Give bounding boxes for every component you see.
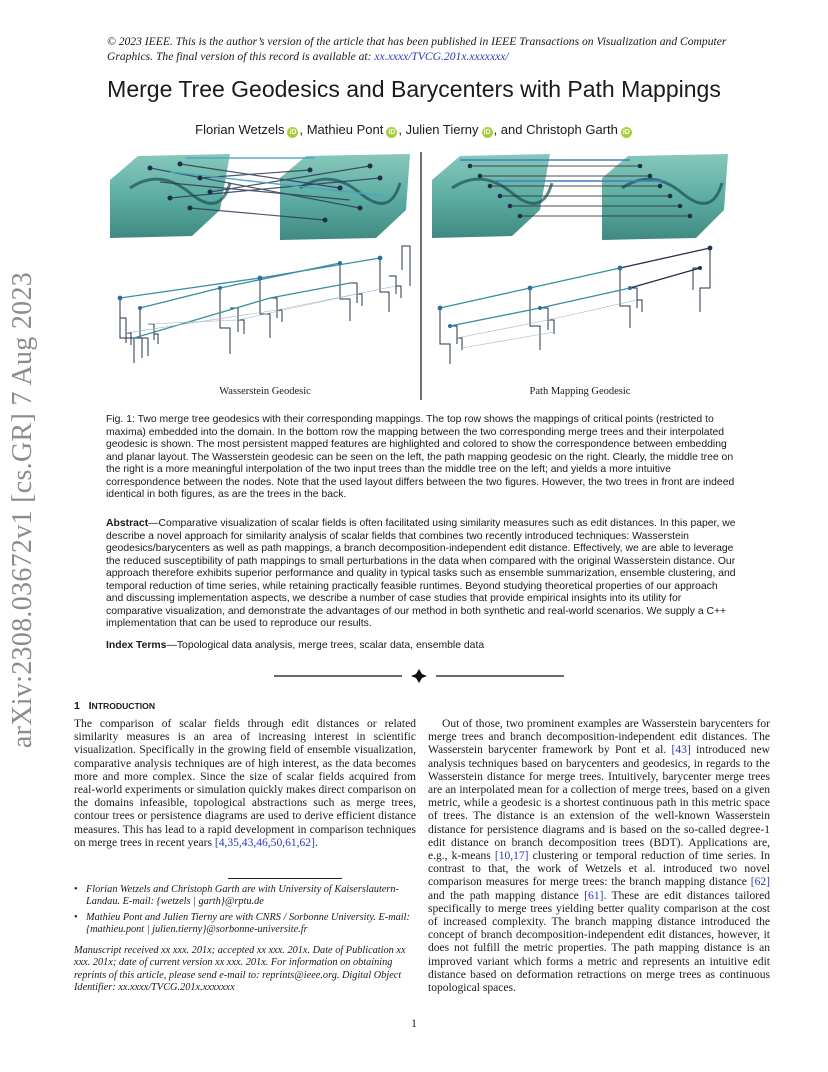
author-name: Julien Tierny — [405, 122, 479, 137]
orcid-icon[interactable]: iD — [289, 129, 297, 136]
citation-link[interactable]: [43] — [671, 744, 691, 757]
arxiv-stamp — [0, 0, 46, 1072]
left-merge-tree-geodesic — [118, 246, 410, 363]
left-figure-label: Wasserstein Geodesic — [219, 386, 311, 397]
section-number: 1 — [74, 700, 80, 712]
author-name: Mathieu Pont — [306, 122, 384, 137]
author-name: Christoph Garth — [526, 122, 618, 137]
section-title-initial: I — [88, 700, 92, 712]
arxiv-stamp-text: arXiv:2308.03672v1 [cs.GR] 7 Aug 2023 — [7, 271, 38, 749]
author-name: Florian Wetzels — [195, 122, 285, 137]
citation-link[interactable]: [4,35,43,46,50,61,62] — [214, 836, 315, 849]
author-separator: , — [299, 122, 307, 137]
right-column — [428, 718, 770, 995]
body-text: . These are edit distances tailored specifically to merge trees yielding better quality comparison at the cost of increased complexity. The branch mapping distance introduced the concept of branch decomposition-independent edit distances, however, it does not fulfill the metric properties. The path mapping distance is an improved variant which forms a metric and represents an intuitive edit distance based on deformation retractions on merge trees as continuous topological spaces. — [428, 889, 770, 995]
right-figure-label: Path Mapping Geodesic — [529, 386, 631, 397]
body-text: introduced new analysis techniques based on barycenters and geodesics, in regards to the Wasserstein distance for merge trees. Intuitively, barycenter merge trees are an interpolated mean for a collection of merge trees, based on a given metric, while a geodesic is a shortest continuous path in this metric space of trees. The distance is an extension of the well-known Wasserstein distance for persistence diagrams and is based on the so-called degree-1 edit distance on branch decomposition trees (BDT). Applications are, e.g., k-means — [428, 744, 770, 863]
separator-graphic — [274, 669, 564, 683]
index-terms — [106, 640, 736, 651]
intro-paragraph — [74, 718, 416, 850]
citation-link[interactable]: [10,17] — [494, 850, 529, 863]
footnote-affiliation-1: • Florian Wetzels and Christoph Garth are with University of Kaiserslautern-Landau. E-mail: {wetzels | garth}@rptu.de — [86, 884, 416, 909]
body-text: clustering or temporal reduction of time series. In contrast to that, the work of Wetzels et al. introduced two novel comparison measures for merge trees: the branch mapping distance — [428, 850, 770, 889]
right-merge-tree-geodesic — [438, 246, 713, 364]
section-heading — [74, 700, 155, 712]
orcid-icon[interactable]: iD — [622, 129, 630, 136]
index-terms-text: —Topological data analysis, merge trees, scalar data, ensemble data — [166, 640, 485, 651]
abstract-text: —Comparative visualization of scalar fields is often facilitated using similarity measures such as edit distances. In this paper, we describe a novel approach for similarity analysis of scalar fields that combines two recently introduced techniques: Wasserstein geodesics/barycenters as well as path mappings, a branch decomposition-independent edit distance. Effectively, we are able to leverage the reduced susceptibility of path mappings to small perturbations in the data when compared with the original Wasserstein distance. Our approach therefore exhibits superior performance and quality in typical tasks such as ensemble summarization, ensemble clustering, and temporal reduction of time series, while retaining practically feasible runtimes. Beyond studying theoretical properties of our approach and discussing implementation aspects, we describe a number of case studies that provide empirical insights into its utility for comparative visualization, and demonstrate the advantages of our method in both synthetic and real-world scenarios. We supply a C++ implementation that can be used to reproduce our results. — [106, 518, 736, 629]
footnote-rule — [228, 878, 342, 879]
manuscript-note: Manuscript received xx xxx. 201x; accepted xx xxx. 201x. Date of Publication xx xxx. 201x; date of current version xx xxx. 201x. For information on obtaining reprints of this article, please send e-mail to: reprints@ieee.org. Digital Object Identifier: xx.xxxx/TVCG.201x.xxxxxxx — [74, 945, 406, 994]
right-terrain-panel — [432, 154, 728, 240]
orcid-icon[interactable]: iD — [483, 129, 491, 136]
index-terms-label: Index Terms — [106, 640, 167, 651]
intro-end: . — [314, 836, 318, 849]
author-footnotes — [74, 884, 416, 940]
body-paragraph — [428, 718, 770, 995]
body-text: and the path mapping distance — [428, 889, 585, 902]
teaser-figure-graphic — [110, 148, 732, 408]
diamond-ornament-icon — [411, 669, 427, 683]
figure-caption: Fig. 1: Two merge tree geodesics with their corresponding mappings. The top row shows the mappings of critical points (restricted to maxima) embedded into the domain. In the bottom row the mapping between the two corresponding merge trees and their interpolated geodesic is shown. The most persistent mapped features are highlighted and colored to show the correspondence between embedding and planar layout. The Wasserstein geodesic can be seen on the left, the path mapping geodesic on the right. Clearly, the middle tree on the right is a more meaningful interpolation of the two input trees than the middle tree on the left; and yields a more intuitive correspondence between the nodes. Note that the used layout differs between the two figures. However, the two trees in front are indeed identical in both figures, as are the trees in the back. — [106, 414, 735, 500]
author-separator: , — [398, 122, 406, 137]
doi-link[interactable]: xx.xxxx/TVCG.201x.xxxxxxx/ — [374, 50, 509, 63]
intro-text: The comparison of scalar fields through edit distances or related similarity measures is an area of increasing interest in scientific visualization. Specifically in the growing field of ensemble visualization, comparative analysis techniques are of high interest, as the data becomes more and more complex. Since the size of scalar fields acquired from real-world experiments or simulation quickly makes direct comparison on the domains infeasible, topological abstractions such as merge trees, contour trees or persistence diagrams are used to derive efficient distance measures. This has lead to a rapid development in comparison techniques on merge trees in recent years — [74, 718, 416, 849]
section-separator — [274, 669, 564, 683]
author-separator: , and — [493, 122, 527, 137]
abstract — [106, 518, 736, 631]
page-number: 1 — [411, 1018, 417, 1030]
author-list — [0, 122, 828, 138]
copyright-text: © 2023 IEEE. This is the author’s version of the article that has been published in IEEE Transactions on Visualization and Computer Graphics. The final version of this record is available at: — [107, 35, 727, 63]
copyright-notice — [107, 34, 747, 64]
paper-title: Merge Tree Geodesics and Barycenters with Path Mappings — [107, 76, 721, 102]
section-title-rest: NTRODUCTION — [91, 701, 156, 711]
body-text: Out of those, two prominent examples are Wasserstein barycenters for merge trees and branch decomposition-independent edit distances. The Wasserstein barycenter framework by Pont et al. — [428, 718, 770, 757]
citation-link[interactable]: [62] — [750, 876, 770, 889]
teaser-figure — [110, 148, 732, 408]
citation-link[interactable]: [61] — [584, 889, 604, 902]
abstract-label: Abstract — [106, 518, 149, 529]
orcid-icon[interactable]: iD — [388, 129, 396, 136]
left-terrain-panel — [110, 154, 410, 240]
left-column — [74, 718, 416, 850]
footnote-affiliation-2: • Mathieu Pont and Julien Tierny are with CNRS / Sorbonne University. E-mail: {mathieu.pont | julien.tierny}@sorbonne-universite.fr — [86, 912, 416, 937]
